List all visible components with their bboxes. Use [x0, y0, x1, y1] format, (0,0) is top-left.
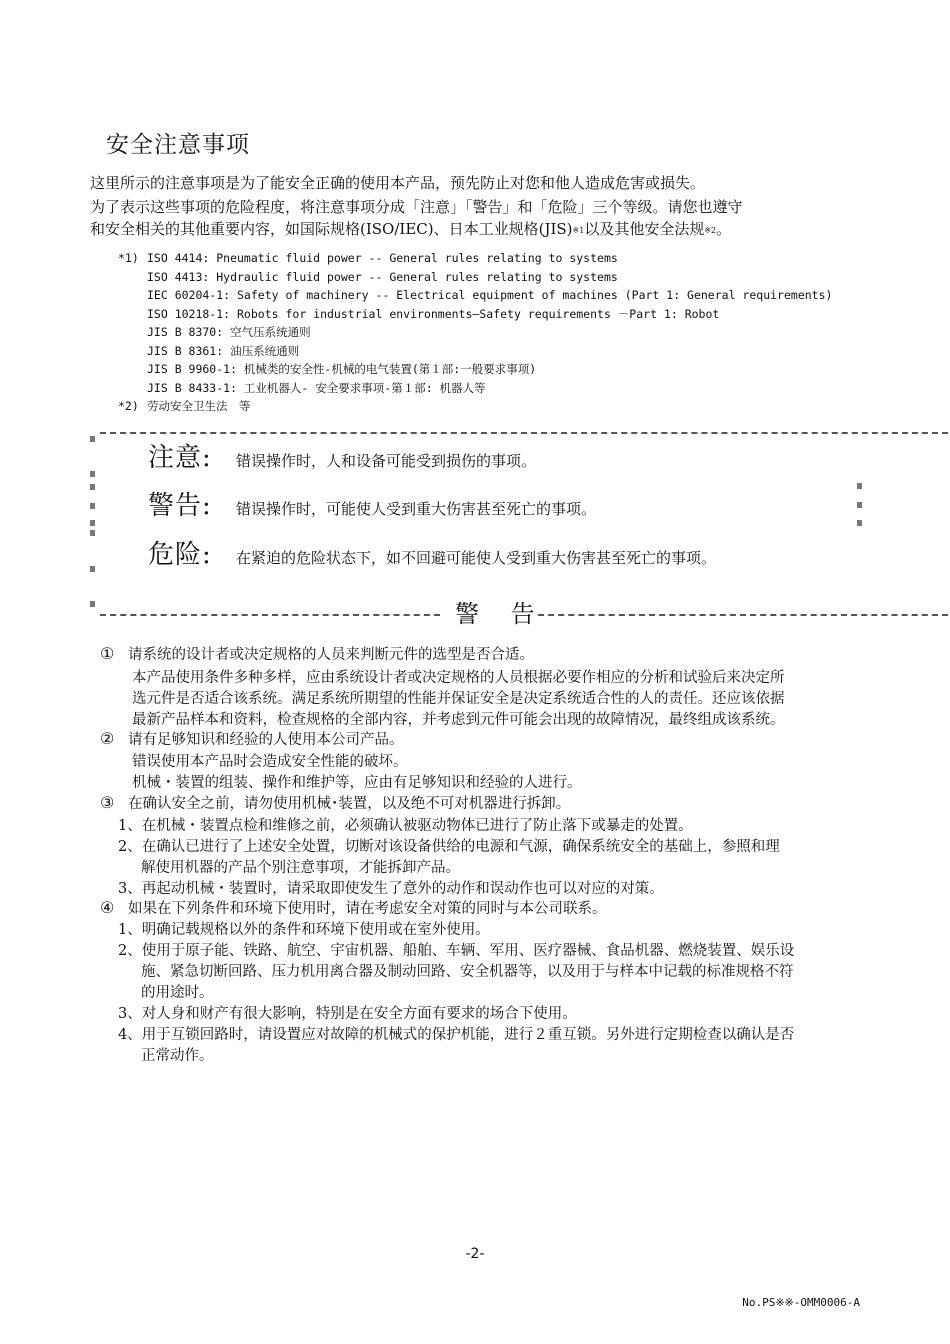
intro-line-2: 为了表示这些事项的危险程度，将注意事项分成「注意」「警告」和「危险」三个等级。请您也遵守	[90, 198, 743, 216]
item-number: ②	[100, 729, 115, 748]
level-warning-name: 警告:	[148, 491, 212, 521]
standard-item: ISO 4414: Pneumatic fluid power -- General rules relating to systems	[147, 251, 618, 265]
item-2-body-line: 机械・装置的组装、操作和维护等，应由有足够知识和经验的人进行。	[132, 775, 582, 791]
border-tick	[90, 601, 95, 607]
item-4-sub-line: 的用途时。	[141, 985, 214, 1001]
item-4-sub-line: 3、对人身和财产有很大影响，特别是在安全方面有要求的场合下使用。	[118, 1006, 577, 1022]
intro-line-3-b: 以及其他安全法规	[584, 220, 705, 238]
border-tick	[90, 520, 95, 526]
page-number: -2-	[465, 1246, 485, 1262]
intro-line-1: 这里所示的注意事项是为了能安全正确的使用本产品，预先防止对您和他人造成危害或损失。	[90, 174, 706, 192]
level-box-bottom-border-right	[538, 614, 948, 616]
safety-law: 劳动安全卫生法 等	[147, 399, 251, 413]
item-number: ①	[100, 644, 115, 663]
standard-item: ISO 10218-1: Robots for industrial environments—Safety requirements －Part 1: Robot	[147, 306, 720, 321]
standard-item: JIS B 8370: 空气压系统通则	[147, 325, 311, 339]
border-tick	[90, 484, 95, 490]
footnote-2-marker: *2)	[118, 399, 139, 413]
item-text: 请系统的设计者或决定规格的人员来判断元件的选型是否合适。	[128, 647, 534, 663]
standard-item: JIS B 8433-1: 工业机器人- 安全要求事项-第１部: 机器人等	[147, 380, 486, 395]
footnote-mark-2: ※2	[704, 226, 717, 235]
item-number: ④	[100, 898, 115, 917]
level-caution-name: 注意:	[148, 443, 212, 473]
item-4-sub-line: 2、使用于原子能、铁路、航空、宇宙机器、船舶、车辆、军用、医疗器械、食品机器、燃烧装置、娱乐设	[118, 943, 795, 959]
intro-line-3-a: 和安全相关的其他重要内容，如国际规格(ISO/IEC)、日本工业规格(JIS)	[90, 220, 573, 238]
border-tick	[857, 483, 862, 489]
footnote-mark-1: ※1	[572, 226, 585, 235]
document-number: No.PS※※-OMM0006-A	[742, 1296, 860, 1309]
standard-item: IEC 60204-1: Safety of machinery -- Electrical equipment of machines (Part 1: General requirements)	[147, 288, 833, 302]
border-tick	[90, 503, 95, 509]
border-tick	[857, 502, 862, 508]
item-4-sub-line: 1、明确记载规格以外的条件和环境下使用或在室外使用。	[118, 922, 490, 938]
border-tick	[90, 530, 95, 536]
level-box-bottom-border-left	[100, 614, 440, 616]
item-1-body-line: 选元件是否适合该系统。满足系统所期望的性能并保证安全是决定系统适合性的人的责任。还应该依据	[132, 691, 785, 707]
item-1-body-line: 最新产品样本和资料，检查规格的全部内容，并考虑到元件可能会出现的故障情况，最终组成该系统。	[132, 712, 785, 728]
warning-item-3	[100, 792, 570, 813]
level-caution-desc: 错误操作时，人和设备可能受到损伤的事项。	[236, 452, 537, 470]
standard-item: JIS B 8361: 油压系统通则	[147, 343, 300, 358]
intro-line-3-c: 。	[716, 220, 732, 238]
intro-line-3	[90, 219, 731, 242]
item-3-sub-line: 1、在机械・装置点检和维修之前，必须确认被驱动物体已进行了防止落下或暴走的处置。	[118, 818, 693, 834]
item-text: 在确认安全之前，请勿使用机械･装置，以及绝不可对机器进行拆卸。	[128, 796, 571, 812]
border-tick	[90, 471, 95, 477]
item-3-sub-line: 2、在确认已进行了上述安全处置，切断对该设备供给的电源和气源，确保系统安全的基础上，参照和理	[118, 839, 780, 855]
warning-title: 警 告	[455, 600, 547, 628]
standard-item: ISO 4413: Hydraulic fluid power -- General rules relating to systems	[147, 269, 618, 284]
item-4-sub-line: 施、紧急切断回路、压力机用离合器及制动回路、安全机器等，以及用于与样本中记载的标准规格不符	[141, 964, 794, 980]
level-danger-name: 危险:	[148, 540, 212, 570]
level-warning-desc: 错误操作时，可能使人受到重大伤害甚至死亡的事项。	[236, 500, 597, 518]
item-3-sub-line: 解使用机器的产品个别注意事项，才能拆卸产品。	[141, 860, 460, 876]
item-4-sub-line: 4、用于互锁回路时，请设置应对故障的机械式的保护机能，进行２重互锁。另外进行定期检查以确认是否	[118, 1027, 795, 1043]
standard-item: JIS B 9960-1: 机械类的安全性-机械的电气装置(第１部:一般要求事项)	[147, 362, 537, 376]
border-tick	[90, 436, 95, 442]
warning-item-1	[100, 643, 534, 664]
warning-item-2	[100, 728, 404, 749]
item-4-sub-line: 正常动作。	[141, 1048, 214, 1064]
footnote-1-marker: *1)	[118, 251, 139, 265]
warning-item-4	[100, 897, 607, 918]
item-2-body-line: 错误使用本产品时会造成安全性能的破坏。	[132, 754, 408, 770]
item-text: 请有足够知识和经验的人使用本公司产品。	[128, 732, 404, 748]
border-tick	[857, 520, 862, 526]
border-tick	[90, 566, 95, 572]
item-number: ③	[100, 793, 115, 812]
item-3-sub-line: 3、再起动机械・装置时，请采取即使发生了意外的动作和误动作也可以对应的对策。	[118, 881, 664, 897]
item-text: 如果在下列条件和环境下使用时，请在考虑安全对策的同时与本公司联系。	[128, 901, 607, 917]
item-1-body-line: 本产品使用条件多种多样，应由系统设计者或决定规格的人员根据必要作相应的分析和试验后来决定所	[132, 670, 785, 686]
page-title: 安全注意事项	[106, 132, 250, 158]
level-danger-desc: 在紧迫的危险状态下，如不回避可能使人受到重大伤害甚至死亡的事项。	[236, 549, 717, 567]
level-box-top-border	[100, 432, 948, 434]
